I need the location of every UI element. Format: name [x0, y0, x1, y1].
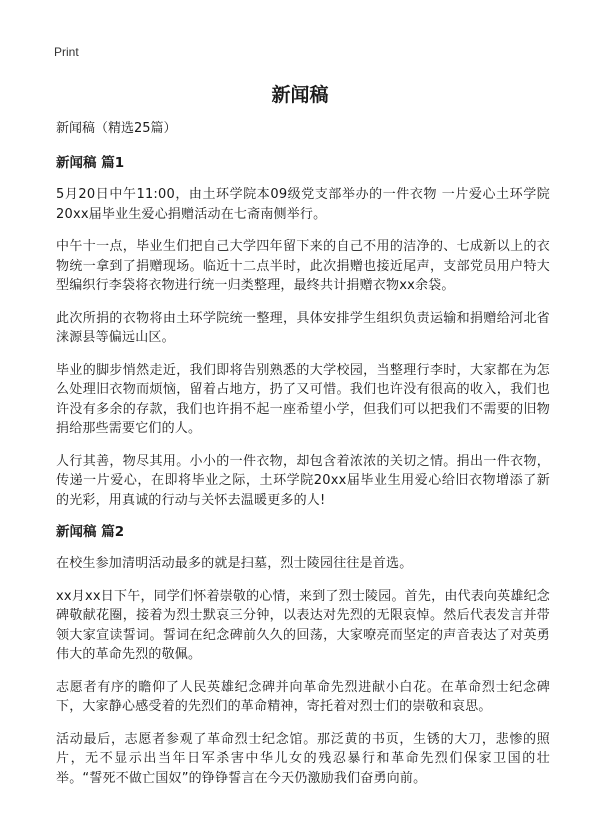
paragraph: 此次所捐的衣物将由土环学院统一整理，具体安排学生组织负责运输和捐赠给河北省涞源县等偏远山区。 — [56, 310, 550, 345]
article-body — [56, 120, 550, 801]
document-subtitle: 新闻稿（精选25篇） — [56, 121, 177, 136]
paragraph: 志愿者有序的瞻仰了人民英雄纪念碑并向革命先烈进献小白花。在革命烈士纪念碑下，大家静心感受着的先烈们的革命精神，寄托着对烈士们的崇敬和哀思。 — [56, 679, 550, 714]
print-link[interactable]: Print — [54, 45, 79, 59]
page-title: 新闻稿 — [271, 84, 329, 106]
paragraph: 中午十一点，毕业生们把自己大学四年留下来的自己不用的洁净的、七成新以上的衣物统一拿到了捐赠现场。临近十二点半时，此次捐赠也接近尾声，支部党员用户特大型编织行李袋将衣物进行统一归类整理，最终共计捐赠衣物xx余袋。 — [56, 239, 550, 293]
paragraph: 在校生参加清明活动最多的就是扫墓，烈士陵园往往是首选。 — [56, 556, 413, 571]
section-2 — [56, 523, 550, 788]
section-heading: 新闻稿 篇2 — [56, 524, 125, 540]
paragraph: 5月20日中午11:00，由土环学院本09级党支部举办的一件衣物 一片爱心土环学院20xx届毕业生爱心捐赠活动在七斋南侧举行。 — [56, 187, 550, 222]
paragraph: xx月xx日下午，同学们怀着崇敬的心情，来到了烈士陵园。首先，由代表向英雄纪念碑敬献花圈，接着为烈士默哀三分钟，以表达对先烈的无限哀悼。然后代表发言并带领大家宣读誓词。誓词在纪念碑前久久的回荡，大家嘹亮而坚定的声音表达了对英勇伟大的革命先烈的敬佩。 — [56, 588, 550, 662]
paragraph: 人行其善，物尽其用。小小的一件衣物，却包含着浓浓的关切之情。捐出一件衣物，传递一片爱心，在即将毕业之际，土环学院20xx届毕业生用爱心给旧衣物增添了新的光彩，用真诚的行动与关怀去温暖更多的人! — [56, 453, 550, 508]
paragraph: 毕业的脚步悄然走近，我们即将告别熟悉的大学校园，当整理行李时，大家都在为怎么处理旧衣物而烦恼，留着占地方，扔了又可惜。我们也许没有很高的收入，我们也许没有多余的存款，我们也许捐不起一座希望小学，但我们可以把我们不需要的旧物捐给那些需要它们的人。 — [56, 362, 550, 436]
paragraph: 活动最后，志愿者参观了革命烈士纪念馆。那泛黄的书页，生锈的大刀，悲惨的照片，无不显示出当年日军杀害中华儿女的残忍暴行和革命先烈们保家卫国的壮举。“誓死不做亡国奴”的铮铮誓言在今天仍激励我们奋勇向前。 — [56, 731, 550, 786]
section-heading: 新闻稿 篇1 — [56, 155, 125, 171]
section-1 — [56, 154, 550, 510]
